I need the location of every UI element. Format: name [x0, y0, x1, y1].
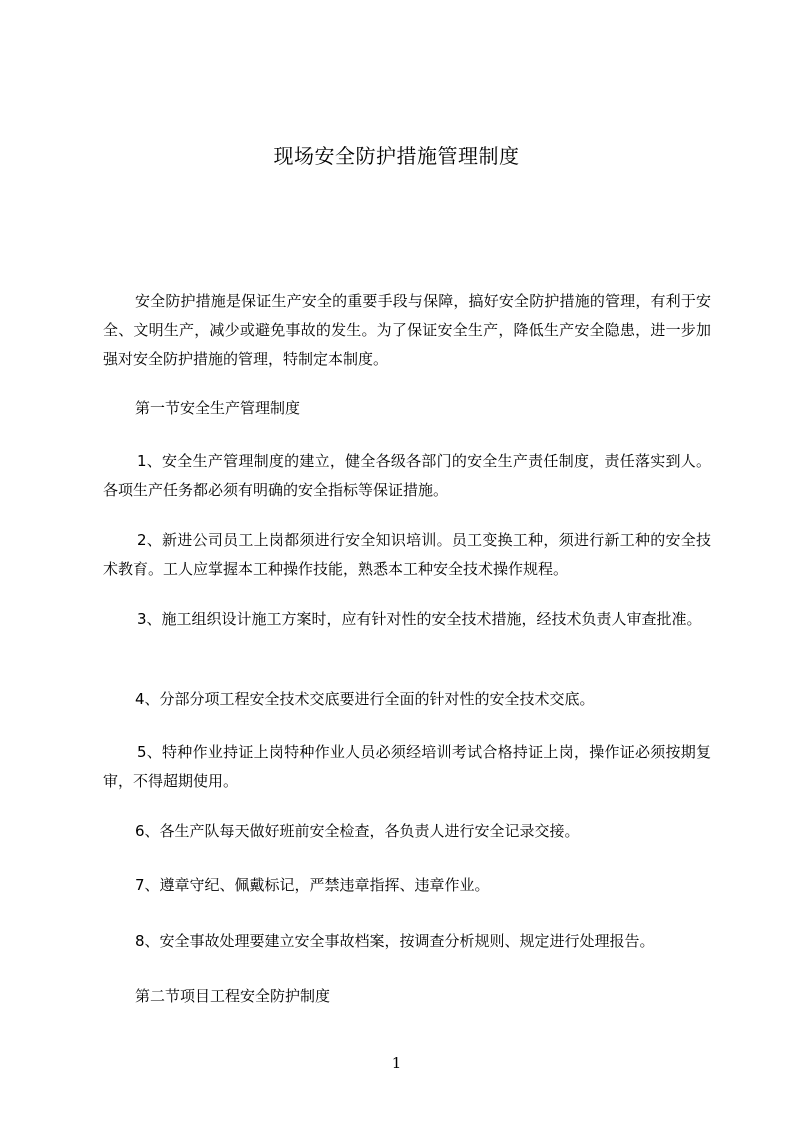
clause-1: 1、安全生产管理制度的建立，健全各级各部门的安全生产责任制度，责任落实到人。各项生产任务都必须有明确的安全指标等保证措施。 — [103, 452, 711, 499]
document-title: 现场安全防护措施管理制度 — [273, 144, 520, 168]
clause-5: 5、特种作业持证上岗特种作业人员必须经培训考试合格持证上岗，操作证必须按期复审，不得超期使用。 — [103, 743, 711, 790]
clause-6: 6、各生产队每天做好班前安全检查，各负责人进行安全记录交接。 — [135, 822, 580, 840]
clause-3: 3、施工组织设计施工方案时，应有针对性的安全技术措施，经技术负责人审查批准。 — [137, 610, 702, 628]
section-heading-1: 第一节安全生产管理制度 — [135, 399, 301, 417]
clause-4: 4、分部分项工程安全技术交底要进行全面的针对性的安全技术交底。 — [135, 690, 595, 708]
clause-2: 2、新进公司员工上岗都须进行安全知识培训。员工变换工种，须进行新工种的安全技术教育。工人应掌握本工种操作技能，熟悉本工种安全技术操作规程。 — [103, 531, 711, 578]
clause-8: 8、安全事故处理要建立安全事故档案，按调查分析规则、规定进行处理报告。 — [135, 932, 655, 950]
intro-paragraph: 安全防护措施是保证生产安全的重要手段与保障，搞好安全防护措施的管理，有利于安全、文明生产，减少或避免事故的发生。为了保证安全生产，降低生产安全隐患，进一步加强对安全防护措施的管理，特制定本制度。 — [103, 292, 711, 368]
section-heading-2: 第二节项目工程安全防护制度 — [135, 987, 331, 1005]
clause-7: 7、遵章守纪、佩戴标记，严禁违章指挥、违章作业。 — [135, 876, 490, 894]
page-number: 1 — [391, 1054, 402, 1072]
